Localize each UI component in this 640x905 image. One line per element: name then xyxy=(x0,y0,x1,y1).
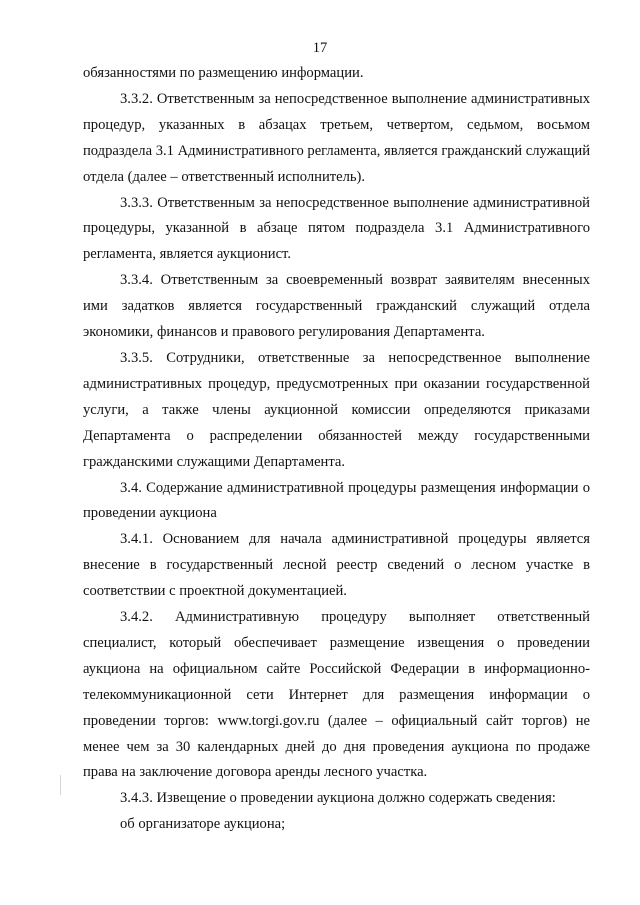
scan-edge-mark xyxy=(60,775,61,795)
paragraph-3-3-3: 3.3.3. Ответственным за непосредственное выполнение административной процедуры, указанной в абзаце пятом подраздела 3.1 Административного регламента, является аукционист. xyxy=(83,194,590,263)
document-body xyxy=(83,61,590,838)
paragraph-3-3-5: 3.3.5. Сотрудники, ответственные за непосредственное выполнение административных процедур, предусмотренных при оказании государственной услуги, а также члены аукционной комиссии определяются приказами Департамента о распределении обязанностей между государственными гражданскими служащими Департамента. xyxy=(83,349,590,470)
paragraph-3-3-2: 3.3.2. Ответственным за непосредственное выполнение административных процедур, указанных в абзацах третьем, четвертом, седьмом, восьмом подраздела 3.1 Административного регламента, является гражданский служащий отдела (далее – ответственный исполнитель). xyxy=(83,90,590,185)
paragraph-3-4-1: 3.4.1. Основанием для начала административной процедуры является внесение в государственный лесной реестр сведений о лесном участке в соответствии с проектной документацией. xyxy=(83,531,590,600)
paragraph-organizer: об организаторе аукциона; xyxy=(120,816,286,833)
paragraph-carryover: обязанностями по размещению информации. xyxy=(83,65,364,81)
paragraph-3-4-2: 3.4.2. Административную процедуру выполняет ответственный специалист, который обеспечивает размещение извещения о проведении аукциона на официальном сайте Российской Федерации в информационно-телекоммуникационной сети Интернет для размещения информации о проведении торгов: www.torgi.gov.ru (далее – официальный сайт торгов) не менее чем за 30 календарных дней до дня проведения аукциона по продаже права на заключение договора аренды лесного участка. xyxy=(83,609,590,781)
paragraph-3-4-3: 3.4.3. Извещение о проведении аукциона должно содержать сведения: xyxy=(120,790,556,807)
paragraph-3-3-4: 3.3.4. Ответственным за своевременный возврат заявителям внесенных ими задатков является государственный гражданский служащий отдела экономики, финансов и правового регулирования Департамента. xyxy=(83,272,590,341)
page-number: 17 xyxy=(312,40,328,56)
paragraph-3-4-heading: 3.4. Содержание административной процедуры размещения информации о проведении аукциона xyxy=(83,479,590,522)
